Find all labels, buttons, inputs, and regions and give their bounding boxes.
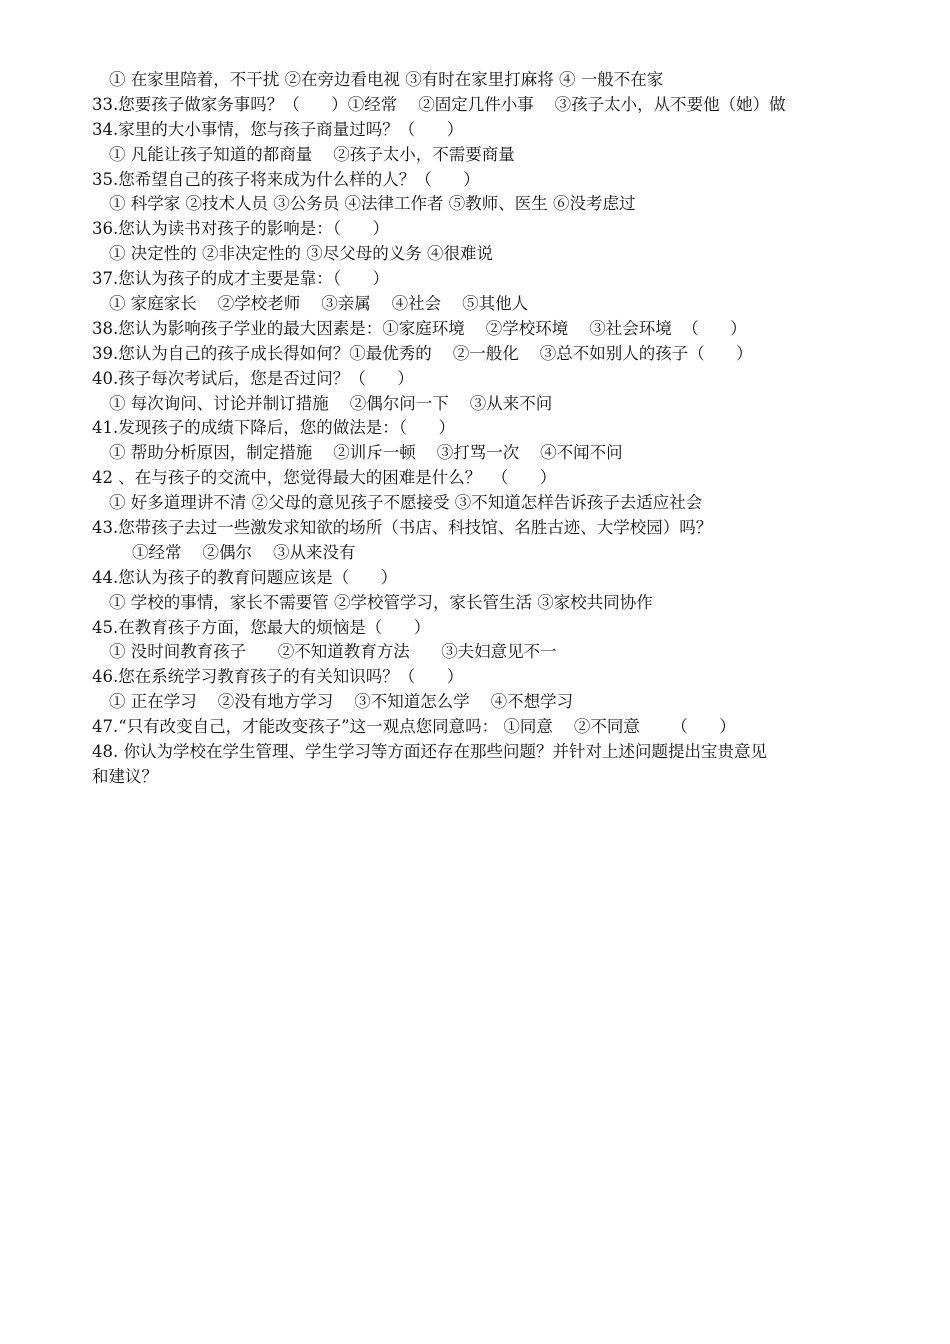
question-42: 42 、在与孩子的交流中，您觉得最大的困难是什么？ （ ）: [92, 468, 557, 488]
options-line-42: ① 好多道理讲不清 ②父母的意见孩子不愿接受 ③不知道怎样告诉孩子去适应社会: [109, 493, 703, 513]
question-34: 34.家里的大小事情，您与孩子商量过吗？（ ）: [92, 119, 464, 139]
question-39: 39.您认为自己的孩子成长得如何？①最优秀的 ②一般化 ③总不如别人的孩子（ ）: [92, 343, 753, 363]
options-line-36: ① 决定性的 ②非决定性的 ③尽父母的义务 ④很难说: [109, 244, 493, 264]
question-38: 38.您认为影响孩子学业的最大因素是：①家庭环境 ②学校环境 ③社会环境 （ ）: [92, 318, 747, 338]
question-46: 46.您在系统学习教育孩子的有关知识吗？（ ）: [92, 667, 464, 687]
question-48: 48. 你认为学校在学生管理、学生学习等方面还存在那些问题？并针对上述问题提出宝贵意见: [92, 742, 767, 762]
options-line-40: ① 每次询问、讨论并制订措施 ②偶尔问一下 ③从来不问: [109, 393, 553, 413]
question-37: 37.您认为孩子的成才主要是靠：（ ）: [92, 269, 389, 289]
question-35: 35.您希望自己的孩子将来成为什么样的人？（ ）: [92, 169, 480, 189]
options-line-34: ① 凡能让孩子知道的都商量 ②孩子太小，不需要商量: [109, 144, 515, 164]
question-36: 36.您认为读书对孩子的影响是：（ ）: [92, 219, 389, 239]
options-line-44: ① 学校的事情，家长不需要管 ②学校管学习，家长管生活 ③家校共同协作: [109, 592, 653, 612]
question-48-continued: 和建议？: [92, 766, 158, 786]
options-line-37: ① 家庭家长 ②学校老师 ③亲属 ④社会 ⑤其他人: [109, 294, 529, 314]
question-33: 33.您要孩子做家务事吗？（ ）①经常 ②固定几件小事 ③孩子太小，从不要他（她）做: [92, 94, 786, 114]
question-44: 44.您认为孩子的教育问题应该是（ ）: [92, 567, 398, 587]
options-line-46: ① 正在学习 ②没有地方学习 ③不知道怎么学 ④不想学习: [109, 692, 574, 712]
question-41: 41.发现孩子的成绩下降后，您的做法是：（ ）: [92, 418, 455, 438]
question-43: 43.您带孩子去过一些激发求知欲的场所（书店、科技馆、名胜古迹、大学校园）吗？: [92, 518, 713, 538]
question-45: 45.在教育孩子方面，您最大的烦恼是（ ）: [92, 617, 431, 637]
options-line-35: ① 科学家 ②技术人员 ③公务员 ④法律工作者 ⑤教师、医生 ⑥没考虑过: [109, 194, 636, 214]
options-line-43: ①经常 ②偶尔 ③从来没有: [132, 542, 356, 562]
question-47: 47.“只有改变自己，才能改变孩子”这一观点您同意吗： ①同意 ②不同意 （ ）: [92, 717, 736, 737]
options-line-45: ① 没时间教育孩子 ②不知道教育方法 ③夫妇意见不一: [109, 642, 557, 662]
options-line-32: ① 在家里陪着，不干扰 ②在旁边看电视 ③有时在家里打麻将 ④ 一般不在家: [109, 70, 664, 89]
questionnaire-body: [92, 68, 872, 790]
question-40: 40.孩子每次考试后，您是否过问？（ ）: [92, 368, 414, 388]
options-line-41: ① 帮助分析原因，制定措施 ②训斥一顿 ③打骂一次 ④不闻不问: [109, 443, 623, 463]
